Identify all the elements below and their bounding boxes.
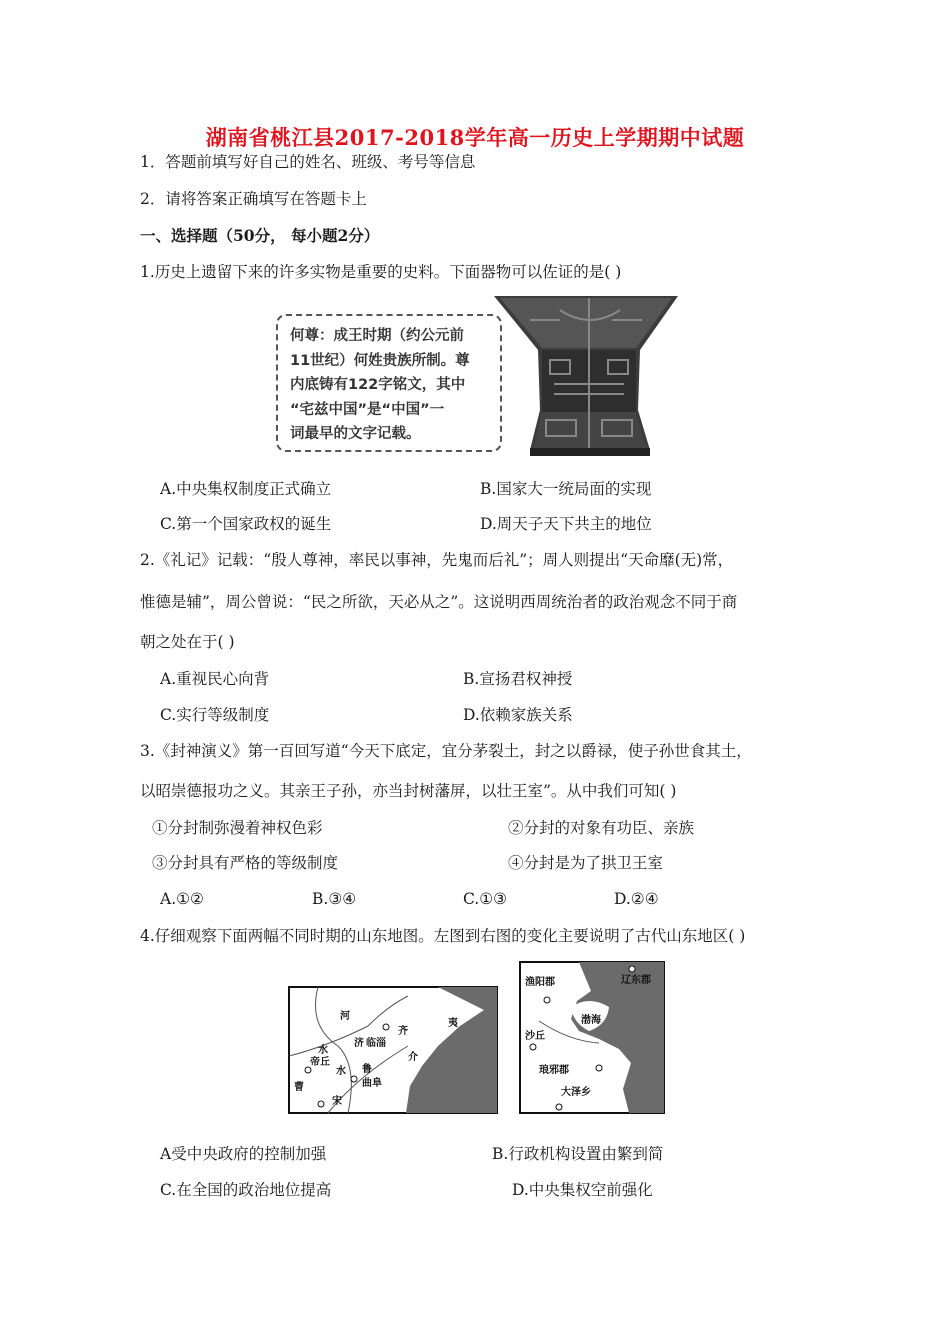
q2-line-2: 惟德是辅”，周公曾说：“民之所欲，天必从之”。这说明西周统治者的政治观念不同于商	[140, 593, 738, 611]
q3-option-b: B.③④	[312, 890, 357, 908]
map2-label-yuyang: 渔阳郡	[525, 977, 555, 988]
map1-label-qufu: 曲阜	[362, 1078, 382, 1089]
q1-option-a: A.中央集权制度正式确立	[160, 480, 332, 498]
q1-caption-line: 11世纪）何姓贵族所制。尊	[290, 352, 470, 369]
q3-option-c: C.①③	[463, 890, 508, 908]
section-heading: 一、选择题（50分， 每小题2分）	[140, 226, 380, 245]
map2-label-shaqiu: 沙丘	[525, 1031, 545, 1042]
map1-label-lu: 鲁	[362, 1064, 372, 1075]
q1-caption-line: 内底铸有122字铭文，其中	[290, 377, 466, 393]
q1-stem: 1.历史上遗留下来的许多实物是重要的史料。下面器物可以佐证的是( )	[140, 263, 622, 281]
map1-label-yi: 夷	[448, 1018, 458, 1029]
q3-item-1: ①分封制弥漫着神权色彩	[152, 819, 323, 837]
q2-line-1: 2.《礼记》记载：“殷人尊神，率民以事神，先鬼而后礼”；周人则提出“天命靡(无)常，	[140, 551, 734, 569]
q1-caption-line: 词最早的文字记载。	[290, 426, 421, 442]
shandong-map-right	[519, 961, 665, 1114]
q3-option-d: D.②④	[614, 890, 659, 908]
q4-option-a: A受中央政府的控制加强	[160, 1145, 327, 1163]
map1-label-jie: 介	[408, 1052, 418, 1063]
page-title: 湖南省桃江县2017-2018学年高一历史上学期期中试题	[205, 125, 745, 150]
q3-item-3: ③分封具有严格的等级制度	[152, 854, 339, 872]
map2-label-langya: 琅邪郡	[539, 1065, 569, 1076]
map1-label-shui-2: 水	[336, 1066, 346, 1077]
map2-label-bohai: 渤海	[581, 1015, 601, 1026]
map1-label-diqiu: 帝丘	[310, 1057, 330, 1068]
q1-caption-box	[276, 314, 502, 452]
q2-line-3: 朝之处在于( )	[140, 633, 235, 651]
q1-caption-line: “宅兹中国”是“中国”一	[290, 401, 445, 418]
map1-label-song: 宋	[332, 1096, 342, 1107]
q2-option-b: B.宣扬君权神授	[463, 670, 573, 688]
q3-option-a: A.①②	[160, 890, 204, 908]
map2-label-dazexiang: 大泽乡	[561, 1087, 591, 1098]
note-1: 1．答题前填写好自己的姓名、班级、考号等信息	[140, 153, 476, 171]
map1-label-ji: 济	[354, 1038, 364, 1049]
q1-option-b: B.国家大一统局面的实现	[480, 480, 652, 498]
q2-option-a: A.重视民心向背	[160, 670, 270, 688]
q4-stem: 4.仔细观察下面两幅不同时期的山东地图。左图到右图的变化主要说明了古代山东地区( )	[140, 927, 746, 945]
q3-item-4: ④分封是为了拱卫王室	[508, 854, 664, 872]
q3-line-1: 3.《封神演义》第一百回写道“今天下底定，宜分茅裂土，封之以爵禄，使子孙世食其土，	[140, 742, 752, 760]
map1-label-he: 河	[340, 1011, 350, 1022]
q4-option-d: D.中央集权空前强化	[512, 1181, 653, 1199]
map1-label-cao: 曹	[294, 1082, 304, 1093]
q4-option-c: C.在全国的政治地位提高	[160, 1181, 332, 1199]
map2-label-liaodong: 辽东郡	[621, 975, 651, 986]
q1-option-d: D.周天子天下共主的地位	[480, 515, 652, 533]
map1-label-shui-1: 水	[318, 1045, 328, 1056]
q2-option-c: C.实行等级制度	[160, 706, 270, 724]
note-2: 2．请将答案正确填写在答题卡上	[140, 190, 367, 208]
q3-line-2: 以昭崇德报功之义。其亲王子孙，亦当封树藩屏，以壮王室”。从中我们可知( )	[140, 782, 677, 800]
q1-option-c: C.第一个国家政权的诞生	[160, 515, 332, 533]
q2-option-d: D.依赖家族关系	[463, 706, 573, 724]
q1-caption-line: 何尊：成王时期（约公元前	[290, 328, 464, 344]
shandong-map-left	[288, 986, 498, 1114]
bronze-zun-vessel-image	[490, 290, 682, 464]
map1-label-linzi: 临淄	[366, 1038, 386, 1049]
q3-item-2: ②分封的对象有功臣、亲族	[508, 819, 695, 837]
map1-label-qi: 齐	[398, 1026, 408, 1037]
q4-option-b: B.行政机构设置由繁到简	[492, 1145, 664, 1163]
